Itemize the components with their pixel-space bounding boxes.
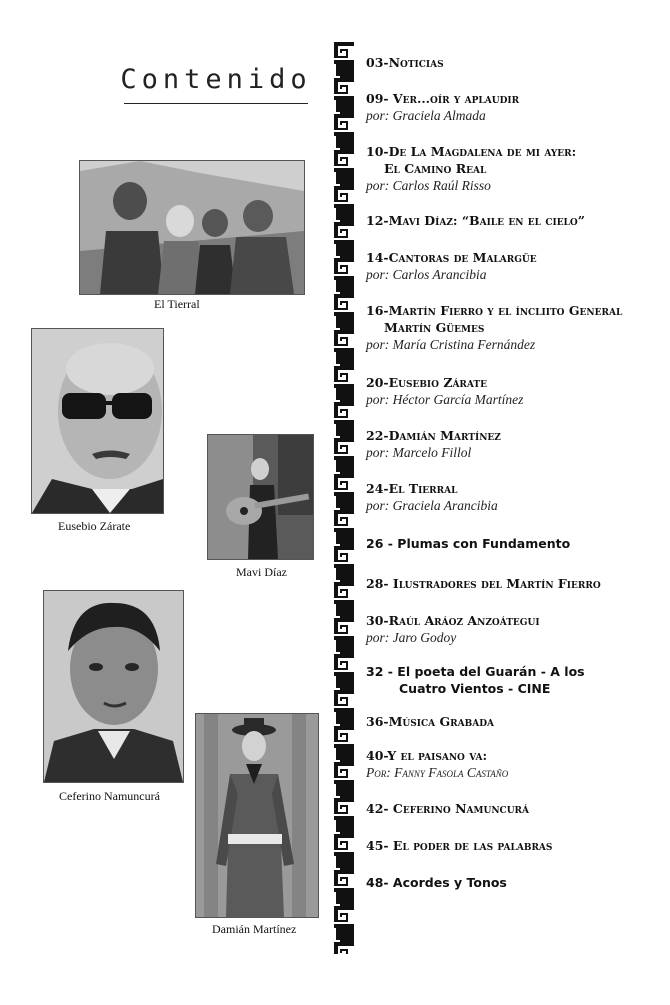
caption-eusebio-zarate: Eusebio Zárate	[58, 519, 131, 533]
toc-title: 22-Damián Martínez	[366, 428, 501, 443]
toc-entry[interactable]	[366, 302, 656, 353]
toc-author: Por: Fanny Fasola Castaño	[366, 765, 509, 780]
greek-key-segment	[334, 330, 354, 366]
toc-entry[interactable]	[366, 575, 656, 592]
toc-author: por: Graciela Arancibia	[366, 498, 498, 513]
toc-title: 12-Mavi Díaz: “Baile en el cielo”	[366, 213, 585, 228]
toc-title: 48- Acordes y Tonos	[366, 875, 507, 890]
greek-key-segment	[334, 402, 354, 438]
caption-ceferino: Ceferino Namuncurá	[59, 789, 160, 803]
toc-title-continued: El Camino Real	[384, 161, 487, 176]
toc-title: 40-Y el paisano va:	[366, 748, 488, 763]
toc-author: por: Marcelo Fillol	[366, 445, 472, 460]
greek-key-segment	[334, 762, 354, 798]
greek-key-segment	[334, 78, 354, 114]
toc-entry[interactable]	[366, 663, 656, 697]
toc-title: 26 - Plumas con Fundamento	[366, 536, 571, 551]
page-title: Contenido	[120, 64, 312, 95]
greek-key-segment	[334, 618, 354, 654]
greek-key-segment	[334, 258, 354, 294]
toc-entry[interactable]	[366, 612, 656, 646]
greek-key-segment	[334, 582, 354, 618]
toc-entry[interactable]	[366, 90, 656, 124]
toc-entry[interactable]	[366, 374, 656, 408]
toc-author: por: Jaro Godoy	[366, 630, 457, 645]
photo-el-tierral	[79, 160, 305, 295]
toc-title: 10-De La Magdalena de mi ayer:	[366, 144, 577, 159]
toc-entry[interactable]	[366, 427, 656, 461]
greek-key-segment	[334, 186, 354, 222]
greek-key-segment	[334, 42, 354, 78]
greek-key-segment	[334, 942, 354, 954]
toc-title: 30-Raúl Aráoz Anzoátegui	[366, 613, 540, 628]
greek-key-segment	[334, 438, 354, 474]
toc-title: 42- Ceferino Namuncurá	[366, 801, 530, 816]
greek-key-segment	[334, 726, 354, 762]
greek-key-segment	[334, 366, 354, 402]
toc-title-continued: Martín Güemes	[384, 320, 485, 335]
greek-key-border	[334, 42, 354, 954]
greek-key-segment	[334, 690, 354, 726]
toc-entry[interactable]	[366, 480, 656, 514]
toc-entry[interactable]	[366, 800, 656, 817]
toc-title: 09- Ver...oír y aplaudir	[366, 91, 520, 106]
toc-title-continued: Cuatro Vientos - CINE	[399, 681, 551, 696]
caption-el-tierral: El Tierral	[154, 297, 200, 311]
toc-author: por: María Cristina Fernández	[366, 337, 536, 352]
toc-title: 24-El Tierral	[366, 481, 458, 496]
greek-key-segment	[334, 150, 354, 186]
title-underline	[124, 103, 308, 104]
caption-mavi-diaz: Mavi Díaz	[236, 565, 287, 579]
toc-author: por: Carlos Arancibia	[366, 267, 487, 282]
toc-title: 28- Ilustradores del Martín Fierro	[366, 576, 601, 591]
toc-title: 14-Cantoras de Malargüe	[366, 250, 537, 265]
photo-eusebio-zarate	[31, 328, 164, 514]
greek-key-segment	[334, 222, 354, 258]
photo-ceferino	[43, 590, 184, 783]
greek-key-segment	[334, 654, 354, 690]
photo-damian	[195, 713, 319, 918]
caption-damian: Damián Martínez	[212, 922, 297, 936]
greek-key-segment	[334, 114, 354, 150]
greek-key-segment	[334, 798, 354, 834]
toc-entry[interactable]	[366, 143, 656, 194]
toc-author: por: Carlos Raúl Risso	[366, 178, 491, 193]
greek-key-segment	[334, 510, 354, 546]
toc-entry[interactable]	[366, 535, 656, 552]
toc-entry[interactable]	[366, 54, 656, 71]
toc-title: 16-Martín Fierro y el íncliito General	[366, 303, 623, 318]
greek-key-segment	[334, 834, 354, 870]
toc-title: 45- El poder de las palabras	[366, 838, 553, 853]
toc-entry[interactable]	[366, 212, 656, 229]
greek-key-segment	[334, 906, 354, 942]
greek-key-segment	[334, 546, 354, 582]
toc-entry[interactable]	[366, 249, 656, 283]
toc-entry[interactable]	[366, 837, 656, 854]
toc-author: por: Graciela Almada	[366, 108, 486, 123]
greek-key-segment	[334, 870, 354, 906]
toc-entry[interactable]	[366, 874, 656, 891]
toc-entry[interactable]	[366, 747, 656, 781]
toc-title: 03-Noticias	[366, 55, 444, 70]
photo-mavi-diaz	[207, 434, 314, 560]
greek-key-segment	[334, 294, 354, 330]
toc-title: 36-Música Grabada	[366, 714, 494, 729]
toc-title: 20-Eusebio Zárate	[366, 375, 487, 390]
toc-title: 32 - El poeta del Guarán - A los	[366, 664, 585, 679]
toc-author: por: Héctor García Martínez	[366, 392, 524, 407]
toc-entry[interactable]	[366, 713, 656, 730]
greek-key-segment	[334, 474, 354, 510]
